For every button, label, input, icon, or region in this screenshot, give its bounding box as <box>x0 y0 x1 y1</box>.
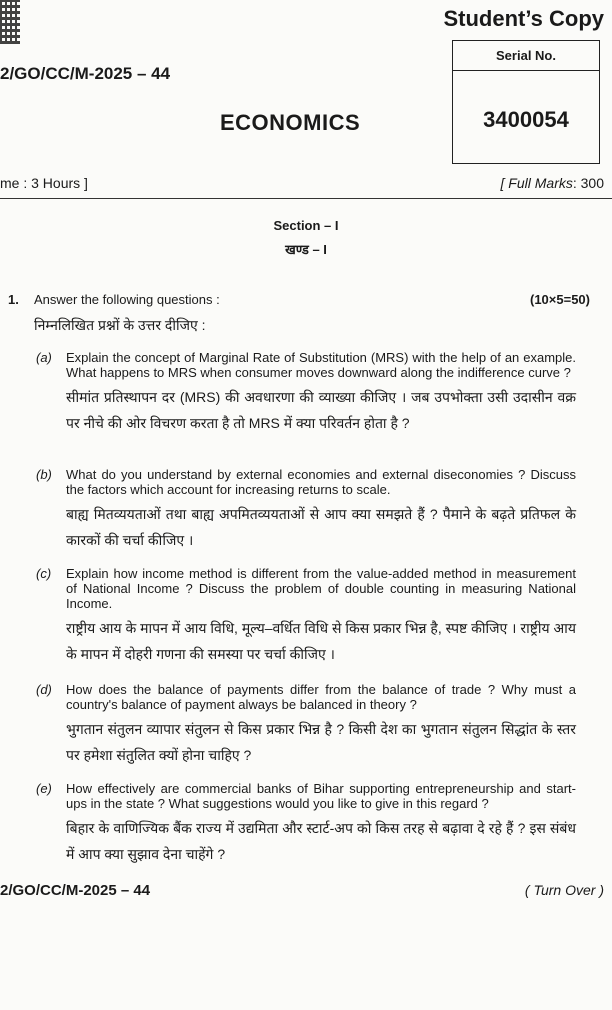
paper-code: 2/GO/CC/M-2025 – 44 <box>0 64 171 83</box>
section-title-hi: खण्ड – I <box>285 242 327 257</box>
question-instruction-hi: निम्नलिखित प्रश्नों के उत्तर दीजिए : <box>34 317 206 333</box>
qr-code-icon <box>0 0 20 44</box>
part-label: (e) <box>36 781 52 796</box>
section-title-en: Section – I <box>273 218 339 233</box>
full-marks-label: [ Full Marks <box>500 175 573 191</box>
part-label: (d) <box>36 682 52 697</box>
question-part-d <box>36 682 576 768</box>
question-part-e <box>36 781 576 867</box>
exam-time: me : 3 Hours ] <box>0 175 88 191</box>
part-text-en: Explain how income method is different from the value-added method in measurement of National Income ? Discuss the problem of double counting in measuring National Income. <box>66 566 576 611</box>
part-text-hi: बिहार के वाणिज्यिक बैंक राज्य में उद्यमिता और स्टार्ट-अप को किस तरह से बढ़ावा दे रहे हैं ? इस संबंध में आप क्या सुझाव देना चाहेंगे ? <box>66 820 576 862</box>
header-divider <box>0 198 612 199</box>
part-text-en: Explain the concept of Marginal Rate of Substitution (MRS) with the help of an example. What happens to MRS when consumer moves downward along the indifference curve ? <box>66 350 576 380</box>
copy-label: Student’s Copy <box>443 6 604 31</box>
question-part-c <box>36 566 576 667</box>
part-text-en: How does the balance of payments differ from the balance of trade ? Why must a country's balance of payment always be balanced in theory ? <box>66 682 576 712</box>
question-instruction-en: Answer the following questions : <box>34 292 220 307</box>
part-label: (b) <box>36 467 52 482</box>
question-part-a <box>36 350 576 436</box>
part-label: (a) <box>36 350 52 365</box>
serial-label: Serial No. <box>453 41 599 71</box>
question-number: 1. <box>8 292 19 307</box>
full-marks-value: : 300 <box>572 175 604 191</box>
part-text-en: What do you understand by external economies and external diseconomies ? Discuss the factors which account for increasing returns to scale. <box>66 467 576 497</box>
question-marks: (10×5=50) <box>530 292 590 307</box>
subject-title: ECONOMICS <box>220 110 361 135</box>
part-text-hi: सीमांत प्रतिस्थापन दर (MRS) की अवधारणा की व्याख्या कीजिए । जब उपभोक्ता उसी उदासीन वक्र पर नीचे की ओर विचरण करता है तो MRS में क्या परिवर्तन होता है ? <box>66 389 576 431</box>
question-part-b <box>36 467 576 553</box>
part-text-hi: राष्ट्रीय आय के मापन में आय विधि, मूल्य–वर्धित विधि से किस प्रकार भिन्न है, स्पष्ट कीजिए । राष्ट्रीय आय के मापन में दोहरी गणना की समस्या पर चर्चा कीजिए । <box>66 620 576 662</box>
serial-number: 3400054 <box>483 107 569 132</box>
full-marks <box>501 175 604 191</box>
footer-paper-code: 2/GO/CC/M-2025 – 44 <box>0 882 151 899</box>
part-text-hi: भुगतान संतुलन व्यापार संतुलन से किस प्रकार भिन्न है ? किसी देश का भुगतान संतुलन सिद्धांत के स्तर पर हमेशा संतुलित क्यों होना चाहिए ? <box>66 721 576 763</box>
serial-number-box <box>452 40 600 164</box>
turn-over-label: ( Turn Over ) <box>524 882 604 898</box>
part-text-hi: बाह्य मितव्ययताओं तथा बाह्य अपमितव्ययताओं से आप क्या समझते हैं ? पैमाने के बढ़ते प्रतिफल के कारकों की चर्चा कीजिए । <box>66 506 576 548</box>
part-text-en: How effectively are commercial banks of Bihar supporting entrepreneurship and start-ups in the state ? What suggestions would you like to give in this regard ? <box>66 781 576 811</box>
part-label: (c) <box>36 566 52 581</box>
